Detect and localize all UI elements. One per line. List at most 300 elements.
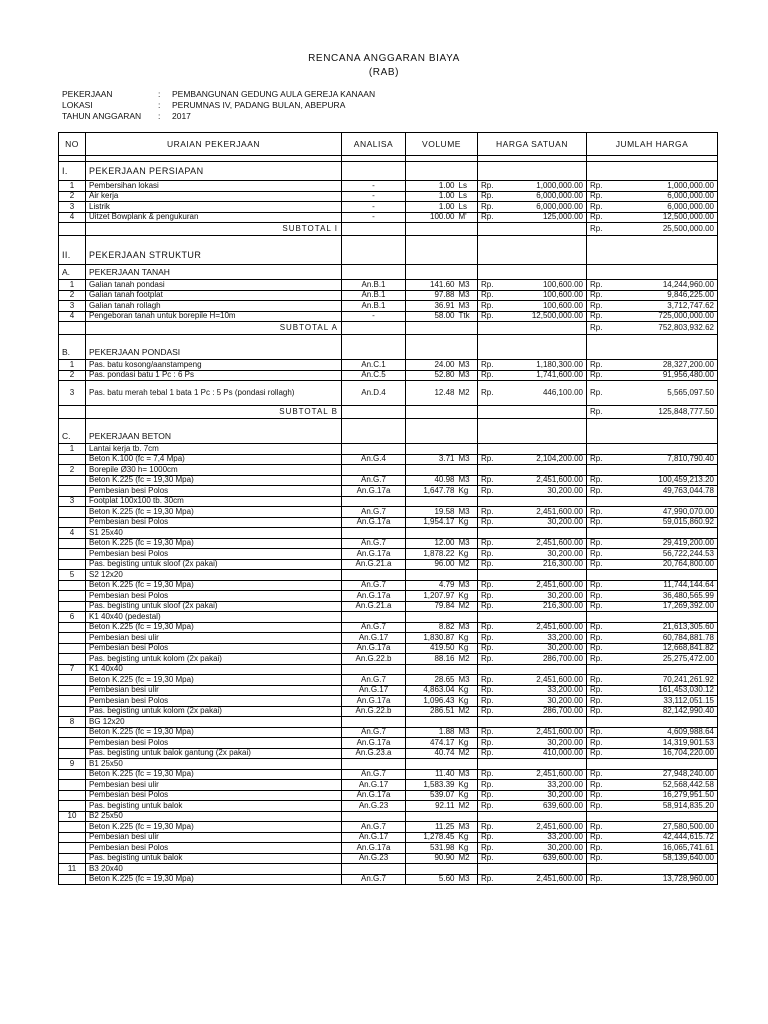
section-title: PEKERJAAN PERSIAPAN <box>86 162 342 181</box>
volume-unit: M3 <box>456 769 478 780</box>
empty-cell <box>86 335 342 346</box>
currency: Rp. <box>587 853 613 864</box>
total-price: 16,704,220.00 <box>613 748 718 759</box>
empty-cell <box>406 717 478 728</box>
analysis-code: An.C.1 <box>342 360 406 371</box>
table-row <box>59 717 718 728</box>
currency: Rp. <box>478 853 506 864</box>
currency: Rp. <box>478 311 506 322</box>
table-row <box>59 517 718 528</box>
unit-price: 2,451,600.00 <box>506 675 587 686</box>
unit-price: 639,600.00 <box>506 853 587 864</box>
work-description: BG 12x20 <box>86 717 342 728</box>
currency: Rp. <box>478 727 506 738</box>
volume-value: 24.00 <box>406 360 456 371</box>
work-description: Pas. begisting untuk balok gantung (2x pakai) <box>86 748 342 759</box>
analysis-code <box>342 265 406 280</box>
total-price: 3,712,747.62 <box>613 301 718 312</box>
table-row <box>59 643 718 654</box>
subtotal-row <box>59 223 718 236</box>
work-description: Galian tanah pondasi <box>86 280 342 291</box>
currency: Rp. <box>587 706 613 717</box>
row-number: 2 <box>59 290 86 301</box>
row-number <box>59 748 86 759</box>
currency: Rp. <box>478 801 506 812</box>
empty-cell <box>587 811 718 822</box>
work-description: Borepile Ø30 h= 1000cm <box>86 465 342 476</box>
unit-price: 2,451,600.00 <box>506 769 587 780</box>
unit-price: 100,600.00 <box>506 280 587 291</box>
table-row <box>59 290 718 301</box>
table-row <box>59 612 718 623</box>
section-title: PEKERJAAN PONDASI <box>86 345 342 360</box>
analysis-code: An.G.17a <box>342 696 406 707</box>
analysis-code <box>342 717 406 728</box>
empty-cell <box>587 162 718 181</box>
volume-value: 1,278.45 <box>406 832 456 843</box>
project-label: PEKERJAAN <box>62 89 113 99</box>
currency: Rp. <box>587 685 613 696</box>
volume-value: 97.88 <box>406 290 456 301</box>
table-row <box>59 370 718 381</box>
total-price: 33,112,051.15 <box>613 696 718 707</box>
row-number <box>59 622 86 633</box>
analysis-code: An.G.17a <box>342 517 406 528</box>
unit-price: 6,000,000.00 <box>506 202 587 213</box>
currency: Rp. <box>478 706 506 717</box>
empty-cell <box>478 345 587 360</box>
work-description: Beton K.225 (fc = 19,30 Mpa) <box>86 675 342 686</box>
volume-value: 40.98 <box>406 475 456 486</box>
empty-cell <box>478 429 587 444</box>
empty-cell <box>478 496 587 507</box>
volume-unit: M3 <box>456 280 478 291</box>
total-price: 82,142,990.40 <box>613 706 718 717</box>
currency: Rp. <box>587 633 613 644</box>
work-description: Pembesian besi Polos <box>86 696 342 707</box>
year-value: 2017 <box>172 111 191 121</box>
total-price: 25,275,472.00 <box>613 654 718 665</box>
total-price: 4,609,988.64 <box>613 727 718 738</box>
currency: Rp. <box>478 559 506 570</box>
row-number <box>59 654 86 665</box>
currency: Rp. <box>587 212 613 223</box>
work-description: Pembesian besi ulir <box>86 633 342 644</box>
table-row <box>59 202 718 213</box>
table-body <box>59 156 718 885</box>
row-number <box>59 874 86 885</box>
row-number: 10 <box>59 811 86 822</box>
volume-value: 96.00 <box>406 559 456 570</box>
year-label: TAHUN ANGGARAN <box>62 111 142 121</box>
currency: Rp. <box>478 633 506 644</box>
currency: Rp. <box>587 654 613 665</box>
total-price: 58,914,835.20 <box>613 801 718 812</box>
currency: Rp. <box>587 406 613 419</box>
volume-value: 12.00 <box>406 538 456 549</box>
row-number <box>59 559 86 570</box>
currency: Rp. <box>587 381 613 406</box>
empty-cell <box>478 811 587 822</box>
total-price: 60,784,881.78 <box>613 633 718 644</box>
analysis-code: An.G.17 <box>342 780 406 791</box>
total-price: 1,000,000.00 <box>613 181 718 192</box>
currency: Rp. <box>478 696 506 707</box>
row-number: II. <box>59 246 86 265</box>
currency: Rp. <box>587 580 613 591</box>
subtotal-label: SUBTOTAL B <box>86 406 342 419</box>
row-number: 1 <box>59 360 86 371</box>
work-description: Beton K.225 (fc = 19,30 Mpa) <box>86 538 342 549</box>
table-row <box>59 570 718 581</box>
currency: Rp. <box>478 301 506 312</box>
unit-price: 2,451,600.00 <box>506 727 587 738</box>
analysis-code: An.G.21.a <box>342 559 406 570</box>
section-row <box>59 162 718 181</box>
currency: Rp. <box>478 738 506 749</box>
total-price: 70,241,261.92 <box>613 675 718 686</box>
total-price: 14,244,960.00 <box>613 280 718 291</box>
spacer-row <box>59 236 718 247</box>
empty-cell <box>587 236 718 247</box>
work-description: B1 25x50 <box>86 759 342 770</box>
analysis-code: An.G.17a <box>342 738 406 749</box>
document-title: RENCANA ANGGARAN BIAYA <box>308 53 460 64</box>
total-price: 13,728,960.00 <box>613 874 718 885</box>
table-row <box>59 748 718 759</box>
empty-cell <box>478 717 587 728</box>
table-row <box>59 507 718 518</box>
volume-value: 141.60 <box>406 280 456 291</box>
volume-unit: M3 <box>456 454 478 465</box>
empty-cell <box>587 528 718 539</box>
empty-cell <box>587 664 718 675</box>
currency: Rp. <box>587 549 613 560</box>
row-number: 4 <box>59 528 86 539</box>
currency: Rp. <box>587 486 613 497</box>
volume-value: 4,863.04 <box>406 685 456 696</box>
total-price: 11,744,144.64 <box>613 580 718 591</box>
row-number <box>59 633 86 644</box>
table-row <box>59 811 718 822</box>
analysis-code <box>342 246 406 265</box>
work-description: Pembesian besi ulir <box>86 780 342 791</box>
volume-unit: M3 <box>456 822 478 833</box>
row-number: 4 <box>59 311 86 322</box>
section-row <box>59 429 718 444</box>
table-row <box>59 311 718 322</box>
total-price: 6,000,000.00 <box>613 202 718 213</box>
unit-price: 30,200.00 <box>506 549 587 560</box>
section-row <box>59 246 718 265</box>
empty-cell <box>406 236 478 247</box>
table-row <box>59 685 718 696</box>
table-row <box>59 790 718 801</box>
work-description: B2 25x50 <box>86 811 342 822</box>
empty-cell <box>587 265 718 280</box>
empty-cell <box>478 664 587 675</box>
empty-cell <box>406 406 478 419</box>
table-row <box>59 212 718 223</box>
analysis-code: An.G.7 <box>342 538 406 549</box>
empty-cell <box>406 864 478 875</box>
analysis-code: An.G.23.a <box>342 748 406 759</box>
volume-unit: M3 <box>456 507 478 518</box>
volume-value: 1.00 <box>406 181 456 192</box>
unit-price: 2,451,600.00 <box>506 475 587 486</box>
empty-cell <box>587 335 718 346</box>
empty-cell <box>587 465 718 476</box>
volume-value: 286.51 <box>406 706 456 717</box>
work-description: Pas. pondasi batu 1 Pc : 6 Ps <box>86 370 342 381</box>
empty-cell <box>587 429 718 444</box>
work-description: Beton K.225 (fc = 19,30 Mpa) <box>86 580 342 591</box>
currency: Rp. <box>587 223 613 236</box>
volume-unit: M2 <box>456 654 478 665</box>
volume-value: 92.11 <box>406 801 456 812</box>
work-description: Beton K.225 (fc = 19,30 Mpa) <box>86 475 342 486</box>
analysis-code: An.B.1 <box>342 290 406 301</box>
volume-value: 36.91 <box>406 301 456 312</box>
currency: Rp. <box>478 580 506 591</box>
analysis-code: An.G.17a <box>342 591 406 602</box>
analysis-code: An.G.17a <box>342 790 406 801</box>
volume-unit: Kg <box>456 643 478 654</box>
total-price: 29,419,200.00 <box>613 538 718 549</box>
analysis-code <box>342 664 406 675</box>
row-number: 7 <box>59 664 86 675</box>
table-row <box>59 664 718 675</box>
currency: Rp. <box>478 517 506 528</box>
unit-price: 2,451,600.00 <box>506 507 587 518</box>
analysis-code: An.G.17a <box>342 549 406 560</box>
row-number: 3 <box>59 381 86 406</box>
analysis-code: An.G.7 <box>342 475 406 486</box>
table-row <box>59 633 718 644</box>
volume-unit: M' <box>456 212 478 223</box>
unit-price: 30,200.00 <box>506 790 587 801</box>
row-number <box>59 780 86 791</box>
volume-value: 1.88 <box>406 727 456 738</box>
row-number <box>59 580 86 591</box>
section-row <box>59 265 718 280</box>
total-price: 27,580,500.00 <box>613 822 718 833</box>
currency: Rp. <box>478 454 506 465</box>
unit-price: 30,200.00 <box>506 738 587 749</box>
currency: Rp. <box>587 559 613 570</box>
empty-cell <box>587 419 718 430</box>
empty-cell <box>406 265 478 280</box>
col-harga-satuan: HARGA SATUAN <box>478 133 587 156</box>
volume-unit: Ls <box>456 181 478 192</box>
table-row <box>59 454 718 465</box>
location-value: PERUMNAS IV, PADANG BULAN, ABEPURA <box>172 100 346 110</box>
row-number <box>59 790 86 801</box>
empty-cell <box>587 717 718 728</box>
work-description: Pas. begisting untuk kolom (2x pakai) <box>86 654 342 665</box>
row-number: 11 <box>59 864 86 875</box>
volume-unit: Kg <box>456 517 478 528</box>
unit-price: 30,200.00 <box>506 843 587 854</box>
analysis-code: An.G.23 <box>342 853 406 864</box>
total-price: 91,956,480.00 <box>613 370 718 381</box>
volume-unit: Kg <box>456 832 478 843</box>
total-price: 52,568,442.58 <box>613 780 718 791</box>
unit-price: 446,100.00 <box>506 381 587 406</box>
currency: Rp. <box>478 191 506 202</box>
empty-cell <box>587 570 718 581</box>
volume-value: 1,096.43 <box>406 696 456 707</box>
row-number <box>59 591 86 602</box>
analysis-code: An.G.17a <box>342 843 406 854</box>
volume-unit: Kg <box>456 738 478 749</box>
row-number <box>59 801 86 812</box>
row-number: C. <box>59 429 86 444</box>
analysis-code <box>342 345 406 360</box>
total-price: 9,846,225.00 <box>613 290 718 301</box>
total-price: 100,459,213.20 <box>613 475 718 486</box>
empty-cell <box>59 419 86 430</box>
empty-cell <box>478 265 587 280</box>
work-description: Beton K.225 (fc = 19,30 Mpa) <box>86 727 342 738</box>
row-number: 4 <box>59 212 86 223</box>
row-number <box>59 727 86 738</box>
row-number: 3 <box>59 202 86 213</box>
analysis-code <box>342 570 406 581</box>
section-title: PEKERJAAN TANAH <box>86 265 342 280</box>
volume-value: 531.98 <box>406 843 456 854</box>
empty-cell <box>478 223 587 236</box>
empty-cell <box>342 236 406 247</box>
project-value: PEMBANGUNAN GEDUNG AULA GEREJA KANAAN <box>172 89 376 99</box>
empty-cell <box>406 496 478 507</box>
table-row <box>59 822 718 833</box>
table-row <box>59 874 718 885</box>
empty-cell <box>478 570 587 581</box>
empty-cell <box>406 444 478 455</box>
empty-cell <box>59 322 86 335</box>
analysis-code: An.C.5 <box>342 370 406 381</box>
table-row <box>59 528 718 539</box>
work-description: Pas. begisting untuk balok <box>86 801 342 812</box>
analysis-code: An.G.17a <box>342 486 406 497</box>
analysis-code: An.G.7 <box>342 822 406 833</box>
empty-cell <box>478 444 587 455</box>
table-row <box>59 538 718 549</box>
row-number <box>59 843 86 854</box>
total-price: 56,722,244.53 <box>613 549 718 560</box>
unit-price: 1,741,600.00 <box>506 370 587 381</box>
volume-unit: M2 <box>456 601 478 612</box>
row-number: 6 <box>59 612 86 623</box>
volume-unit: M3 <box>456 874 478 885</box>
volume-value: 40.74 <box>406 748 456 759</box>
total-price: 42,444,615.72 <box>613 832 718 843</box>
empty-cell <box>406 664 478 675</box>
table-row <box>59 706 718 717</box>
currency: Rp. <box>478 643 506 654</box>
volume-value: 1,207.97 <box>406 591 456 602</box>
unit-price: 30,200.00 <box>506 486 587 497</box>
table-row <box>59 738 718 749</box>
empty-cell <box>478 612 587 623</box>
currency: Rp. <box>587 622 613 633</box>
currency: Rp. <box>478 790 506 801</box>
unit-price: 125,000.00 <box>506 212 587 223</box>
volume-unit: Ls <box>456 191 478 202</box>
currency: Rp. <box>587 643 613 654</box>
analysis-code: An.G.4 <box>342 454 406 465</box>
spacer-row <box>59 419 718 430</box>
work-description: Pas. begisting untuk balok <box>86 853 342 864</box>
empty-cell <box>406 322 478 335</box>
volume-value: 1,647.78 <box>406 486 456 497</box>
unit-price: 30,200.00 <box>506 591 587 602</box>
analysis-code <box>342 162 406 181</box>
empty-cell <box>587 759 718 770</box>
table-row <box>59 832 718 843</box>
unit-price: 2,451,600.00 <box>506 622 587 633</box>
empty-cell <box>478 465 587 476</box>
document-subtitle: (RAB) <box>368 67 400 78</box>
empty-cell <box>587 246 718 265</box>
volume-unit: M2 <box>456 748 478 759</box>
volume-unit: Kg <box>456 633 478 644</box>
analysis-code <box>342 759 406 770</box>
work-description: Beton K.100 (fc = 7,4 Mpa) <box>86 454 342 465</box>
currency: Rp. <box>478 874 506 885</box>
analysis-code <box>342 811 406 822</box>
currency: Rp. <box>587 675 613 686</box>
unit-price: 286,700.00 <box>506 706 587 717</box>
currency: Rp. <box>478 486 506 497</box>
total-price: 49,763,044.78 <box>613 486 718 497</box>
work-description: Galian tanah rollagh <box>86 301 342 312</box>
table-row <box>59 580 718 591</box>
currency: Rp. <box>478 549 506 560</box>
work-description: Beton K.225 (fc = 19,30 Mpa) <box>86 507 342 518</box>
currency: Rp. <box>478 507 506 518</box>
total-price: 17,269,392.00 <box>613 601 718 612</box>
currency: Rp. <box>478 832 506 843</box>
row-number <box>59 475 86 486</box>
currency: Rp. <box>478 675 506 686</box>
volume-unit: Kg <box>456 591 478 602</box>
currency: Rp. <box>478 622 506 633</box>
row-number <box>59 769 86 780</box>
volume-value: 8.82 <box>406 622 456 633</box>
subtotal-amount: 125,848,777.50 <box>613 406 718 419</box>
year-sep: : <box>158 111 161 121</box>
empty-cell <box>587 612 718 623</box>
table-row <box>59 727 718 738</box>
analysis-code <box>342 465 406 476</box>
currency: Rp. <box>478 685 506 696</box>
row-number: 1 <box>59 280 86 291</box>
analysis-code: - <box>342 181 406 192</box>
table-row <box>59 853 718 864</box>
table-row <box>59 654 718 665</box>
volume-unit: M3 <box>456 475 478 486</box>
unit-price: 33,200.00 <box>506 780 587 791</box>
currency: Rp. <box>587 591 613 602</box>
volume-value: 11.40 <box>406 769 456 780</box>
spacer-row <box>59 335 718 346</box>
unit-price: 2,451,600.00 <box>506 580 587 591</box>
volume-value: 52.80 <box>406 370 456 381</box>
empty-cell <box>478 406 587 419</box>
unit-price: 100,600.00 <box>506 301 587 312</box>
